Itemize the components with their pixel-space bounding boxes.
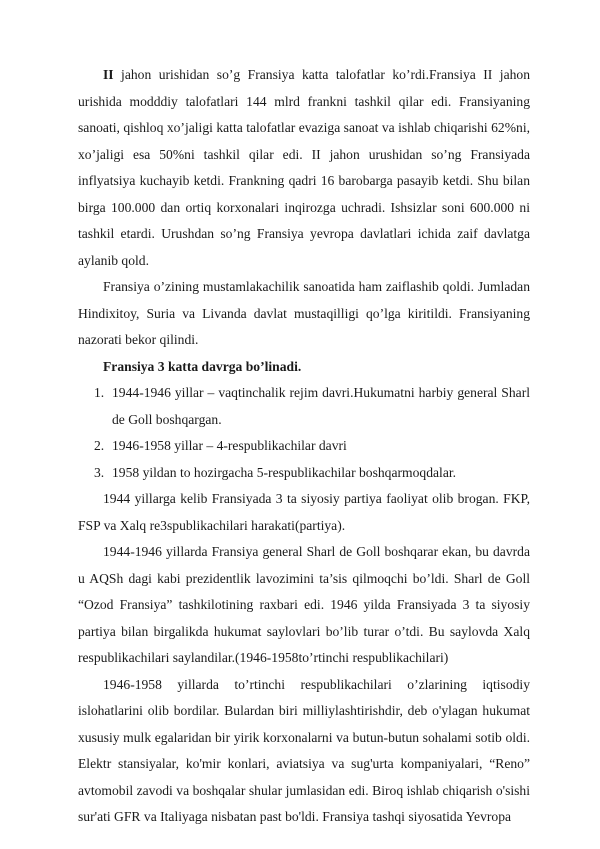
list-item-text: 1958 yildan to hozirgacha 5-respublikachilar boshqarmoqdalar.	[112, 464, 457, 480]
list-item-text: 1946-1958 yillar – 4-respublikachilar davri	[112, 438, 347, 453]
list-item	[86, 460, 530, 487]
list-item-number: 3.	[94, 464, 105, 480]
document-page	[78, 62, 530, 831]
bold-roman-numeral: II	[103, 67, 114, 82]
paragraph-economic-reforms: 1946-1958 yillarda to’rtinchi respublikachilari o’zlarining iqtisodiy islohatlarini olib bordilar. Bulardan biri milliylashtirishdir, deb o'ylagan hukumat xususiy mulk egalaridan bir yirik korxonalarni va butun-butun sohalami sotib oldi. Elektr stansiyalar, ko'mir konlari, aviatsiya va sug'urta kompaniyalari, “Reno” avtomobil zavodi va boshqalar shular jumlasidan edi. Biroq ishlab chiqarish o'sishi sur'ati GFR va Italiyaga nisbatan past bo'ldi. Fransiya tashqi siyosatida Yevropa	[78, 676, 530, 824]
section-heading: Fransiya 3 katta davrga bo’linadi.	[103, 358, 302, 374]
paragraph-post-war-losses	[78, 62, 530, 274]
list-item	[86, 380, 530, 433]
paragraph-text: jahon urishidan so’g Fransiya katta talofatlar ko’rdi.Fransiya II jahon urishida modddiy talofatlari 144 mlrd frankni tashkil qilar edi. Fransiyaning sanoati, qishloq xo’jaligi katta talofatlar evaziga sanoat va ishlab chiqarishi 62%ni, xo’jaligi esa 50%ni tashkil qilar edi. II jahon urushidan so’ng Fransiyada inflyatsiya kuchayib ketdi. Frankning qadri 16 barobarga pasayib ketdi. Shu bilan birga 100.000 dan ortiq korxonalari inqirozga uchradi. Ishsizlar soni 600.000 ni tashkil etardi. Urushdan so’ng Fransiya yevropa davlatlari ichida zaif davlatga aylanib qold.	[78, 67, 530, 268]
list-item	[86, 433, 530, 460]
paragraph-de-gaulle: 1944-1946 yillarda Fransiya general Sharl de Goll boshqarar ekan, bu davrda u AQSh dagi kabi prezidentlik lavozimini ta’sis qilmoqchi bo’ldi. Sharl de Goll “Ozod Fransiya” tashkilotining raxbari edi. 1946 yilda Fransiyada 3 ta siyosiy partiya bilan birgalikda hukumat saylovlari bo’lib turar o’tdi. Bu saylovda Xalq respublikachilari saylandilar.(1946-1958to’rtinchi respublikachilari)	[78, 544, 530, 665]
periods-list	[78, 380, 530, 486]
list-item-text: 1944-1946 yillar – vaqtinchalik rejim davri.Hukumatni harbiy general Sharl de Goll boshqargan.	[112, 385, 530, 427]
paragraph-political-parties: 1944 yillarga kelib Fransiyada 3 ta siyosiy partiya faoliyat olib brogan. FKP, FSP va Xalq re3spublikachilari harakati(partiya).	[78, 491, 530, 533]
list-item-number: 2.	[94, 438, 105, 453]
paragraph-colonial-decline: Fransiya o’zining mustamlakachilik sanoatida ham zaiflashib qoldi. Jumladan Hindixitoy, Suria va Livanda davlat mustaqilligi qo’lga kiritildi. Fransiyaning nazorati bekor qilindi.	[78, 279, 530, 347]
list-item-number: 1.	[94, 385, 105, 400]
